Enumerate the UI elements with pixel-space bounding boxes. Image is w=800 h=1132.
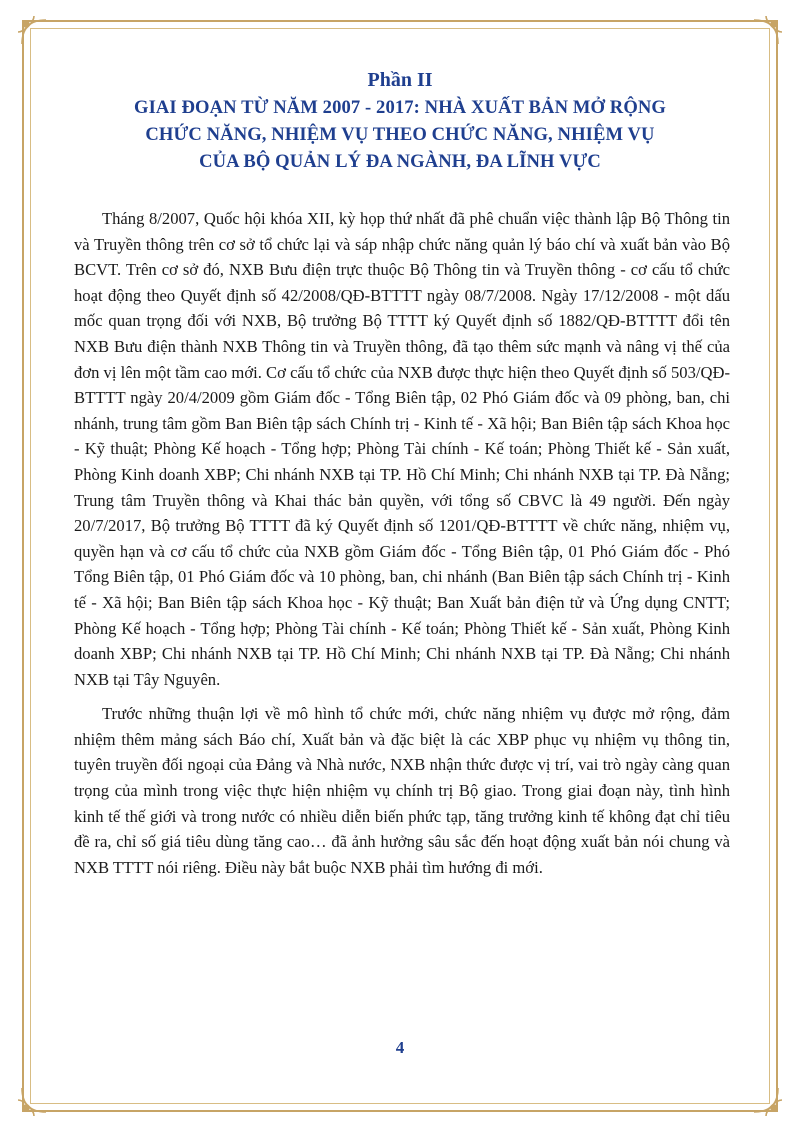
page-number: 4	[395, 1038, 405, 1057]
corner-ornament-icon	[14, 12, 54, 52]
corner-ornament-icon	[746, 12, 786, 52]
section-title-line: CỦA BỘ QUẢN LÝ ĐA NGÀNH, ĐA LĨNH VỰC	[199, 151, 601, 172]
corner-ornament-icon	[14, 1080, 54, 1120]
section-header	[60, 66, 740, 175]
part-label: Phần II	[367, 69, 433, 91]
section-title-line: GIAI ĐOẠN TỪ NĂM 2007 - 2017: NHÀ XUẤT BẢN MỞ RỘNG	[134, 97, 666, 118]
corner-ornament-icon	[746, 1080, 786, 1120]
section-title-line: CHỨC NĂNG, NHIỆM VỤ THEO CHỨC NĂNG, NHIỆM VỤ	[145, 124, 655, 145]
paragraph: Trước những thuận lợi về mô hình tổ chức mới, chức năng nhiệm vụ được mở rộng, đảm nhiệm thêm mảng sách Báo chí, Xuất bản và đặc biệt là các XBP phục vụ nhiệm vụ thông tin, tuyên truyền đối ngoại của Đảng và Nhà nước, NXB nhận thức được vị trí, vai trò ngày càng quan trọng của mình trong việc thực hiện nhiệm vụ chính trị Bộ giao. Trong giai đoạn này, tình hình kinh tế thế giới và trong nước có nhiều diễn biến phức tạp, tăng trưởng kinh tế không đạt chỉ tiêu đề ra, chỉ số giá tiêu dùng tăng cao… đã ảnh hưởng sâu sắc đến hoạt động xuất bản nói chung và NXB TTTT nói riêng. Điều này bắt buộc NXB phải tìm hướng đi mới.	[74, 704, 730, 877]
body-text	[74, 206, 730, 889]
paragraph: Tháng 8/2007, Quốc hội khóa XII, kỳ họp thứ nhất đã phê chuẩn việc thành lập Bộ Thông tin và Truyền thông trên cơ sở tổ chức lại và sáp nhập chức năng quản lý báo chí và xuất bản vào Bộ BCVT. Trên cơ sở đó, NXB Bưu điện trực thuộc Bộ Thông tin và Truyền thông - cơ cấu tổ chức hoạt động theo Quyết định số 42/2008/QĐ-BTTTT ngày 08/7/2008. Ngày 17/12/2008 - một dấu mốc quan trọng đối với NXB, Bộ trưởng Bộ TTTT ký Quyết định số 1882/QĐ-BTTTT đổi tên NXB Bưu điện thành NXB Thông tin và Truyền thông, đã tạo thêm sức mạnh và nâng vị thế của đơn vị lên một tầm cao mới. Cơ cấu tổ chức của NXB được thực hiện theo Quyết định số 503/QĐ-BTTTT ngày 20/4/2009 gồm Giám đốc - Tổng Biên tập, 02 Phó Giám đốc và 09 phòng, ban, chi nhánh, trung tâm gồm Ban Biên tập sách Chính trị - Kinh tế - Xã hội; Ban Biên tập sách Khoa học - Kỹ thuật; Phòng Kế hoạch - Tổng hợp; Phòng Tài chính - Kế toán; Phòng Thiết kế - Sản xuất, Phòng Kinh doanh XBP; Chi nhánh NXB tại TP. Hồ Chí Minh; Chi nhánh NXB tại TP. Đà Nẵng; Trung tâm Truyền thông và Khai thác bản quyền, với tổng số CBVC là 49 người. Đến ngày 20/7/2017, Bộ trưởng Bộ TTTT đã ký Quyết định số 1201/QĐ-BTTTT về chức năng, nhiệm vụ, quyền hạn và cơ cấu tổ chức của NXB gồm Giám đốc - Tổng Biên tập, 01 Phó Giám đốc - Phó Tổng Biên tập, 01 Phó Giám đốc và 10 phòng, ban, chi nhánh (Ban Biên tập sách Chính trị - Kinh tế - Xã hội; Ban Biên tập sách Khoa học - Kỹ thuật; Ban Xuất bản điện tử và Ứng dụng CNTT; Phòng Kế hoạch - Tổng hợp; Phòng Tài chính - Kế toán; Phòng Thiết kế - Sản xuất, Phòng Kinh doanh XBP; Chi nhánh NXB tại TP. Hồ Chí Minh; Chi nhánh NXB tại TP. Đà Nẵng; Chi nhánh NXB tại Tây Nguyên.	[74, 209, 730, 689]
